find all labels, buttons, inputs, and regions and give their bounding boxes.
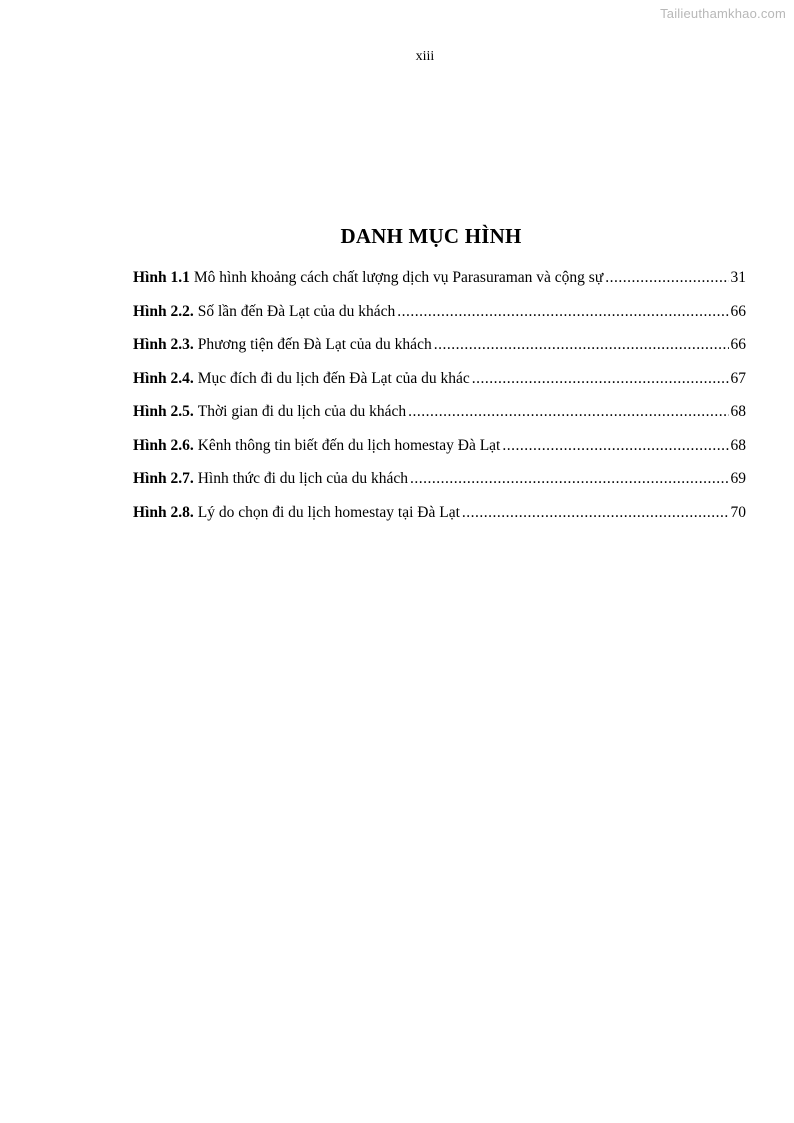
- dot-leader: [397, 303, 728, 321]
- figure-list-item[interactable]: [133, 504, 746, 538]
- figure-caption: Mục đích đi du lịch đến Đà Lạt của du khác: [197, 369, 470, 387]
- dot-leader: [502, 437, 728, 455]
- figure-page: 69: [730, 470, 746, 487]
- dot-leader: [434, 336, 729, 354]
- figure-caption: Mô hình khoảng cách chất lượng dịch vụ Parasuraman và cộng sự: [193, 269, 604, 286]
- dot-leader: [462, 504, 729, 522]
- figure-list: [133, 269, 746, 537]
- figure-list-item[interactable]: [133, 336, 746, 370]
- dot-leader: [408, 403, 728, 421]
- figure-label: Hình 2.2.: [133, 302, 194, 320]
- figure-page: 68: [730, 436, 746, 454]
- dot-leader: [410, 470, 728, 488]
- figure-page: 67: [730, 369, 746, 387]
- figure-label: Hình 2.3.: [133, 336, 194, 353]
- figure-list-item[interactable]: [133, 269, 746, 303]
- figure-page: 68: [730, 403, 746, 420]
- figure-caption: Kênh thông tin biết đến du lịch homestay Đà Lạt: [197, 436, 501, 454]
- figure-page: 70: [730, 503, 746, 521]
- figure-page: 66: [730, 336, 746, 353]
- figure-caption: Lý do chọn đi du lịch homestay tại Đà Lạt: [197, 503, 460, 521]
- figure-label: Hình 2.5.: [133, 403, 194, 420]
- figure-label: Hình 2.4.: [133, 369, 194, 387]
- page-title: DANH MỤC HÌNH: [340, 224, 522, 248]
- figure-label: Hình 2.7.: [133, 470, 194, 487]
- watermark: Tailieuthamkhao.com: [660, 6, 786, 21]
- page-number: xiii: [415, 49, 435, 64]
- figure-list-item[interactable]: [133, 437, 746, 471]
- figure-list-item[interactable]: [133, 303, 746, 337]
- figure-label: Hình 2.6.: [133, 436, 194, 454]
- dot-leader: [472, 370, 729, 388]
- figure-page: 66: [730, 302, 746, 320]
- figure-list-item[interactable]: [133, 403, 746, 437]
- figure-caption: Hình thức đi du lịch của du khách: [197, 470, 409, 487]
- figure-page: 31: [730, 269, 746, 286]
- figure-caption: Thời gian đi du lịch của du khách: [197, 403, 407, 420]
- figure-caption: Phương tiện đến Đà Lạt của du khách: [197, 336, 432, 353]
- figure-caption: Số lần đến Đà Lạt của du khách: [197, 302, 396, 320]
- figure-list-item[interactable]: [133, 470, 746, 504]
- figure-list-item[interactable]: [133, 370, 746, 404]
- figure-label: Hình 2.8.: [133, 503, 194, 521]
- figure-label: Hình 1.1: [133, 269, 190, 286]
- dot-leader: [605, 269, 728, 287]
